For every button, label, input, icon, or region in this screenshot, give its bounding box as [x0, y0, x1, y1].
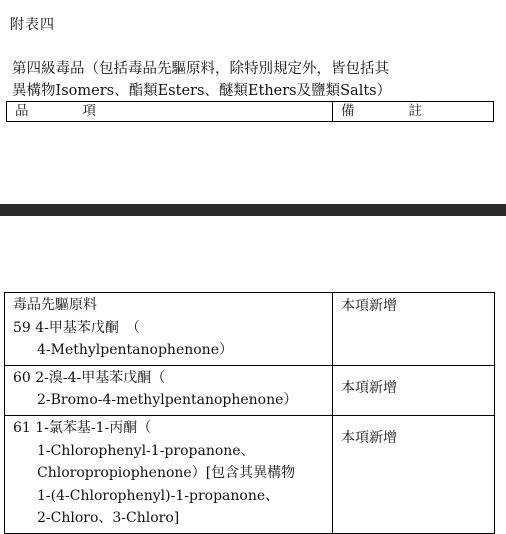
document-heading	[12, 58, 492, 102]
precursor-table	[4, 292, 495, 534]
item-line: Chloropropiophenone）[包含其異構物	[37, 465, 296, 482]
header-note-column: 備 註	[341, 103, 422, 119]
item-line: 2-Bromo-4-methylpentanophenone）	[37, 392, 298, 409]
item-cell	[5, 416, 333, 533]
item-line: 1-(4-Chlorophenyl)-1-propanone、	[37, 487, 280, 504]
item-line: 1-Chlorophenyl-1-propanone、	[37, 442, 255, 459]
table-row	[5, 365, 494, 415]
note-cell: 本項新增	[341, 379, 397, 396]
heading-line-1: 第四級毒品（包括毒品先驅原料，除特別規定外，皆包括其	[12, 61, 389, 77]
heading-line-2: 異構物Isomers、酯類Esters、醚類Ethers及鹽類Salts）	[12, 83, 392, 99]
header-table	[6, 101, 494, 122]
item-line: 4-Methylpentanophenone）	[37, 342, 233, 359]
item-line: 61 1-氯苯基-1-丙酮（	[13, 419, 152, 436]
table-row	[5, 415, 494, 533]
item-line: 2-Chloro、3-Chloro]	[37, 510, 180, 527]
section-title: 毒品先驅原料	[13, 297, 97, 313]
item-cell	[5, 293, 333, 365]
header-item-column: 品 項	[7, 102, 333, 121]
appendix-title: 附表四	[10, 17, 55, 33]
item-line: 59 4-甲基苯戊酮 （	[13, 319, 140, 336]
note-cell: 本項新增	[341, 298, 397, 314]
item-line: 60 2-溴-4-甲基苯戊酮（	[13, 369, 166, 386]
page-divider-bar	[0, 204, 506, 216]
table-row	[5, 293, 494, 365]
note-cell: 本項新增	[341, 429, 397, 446]
item-cell	[5, 366, 333, 415]
